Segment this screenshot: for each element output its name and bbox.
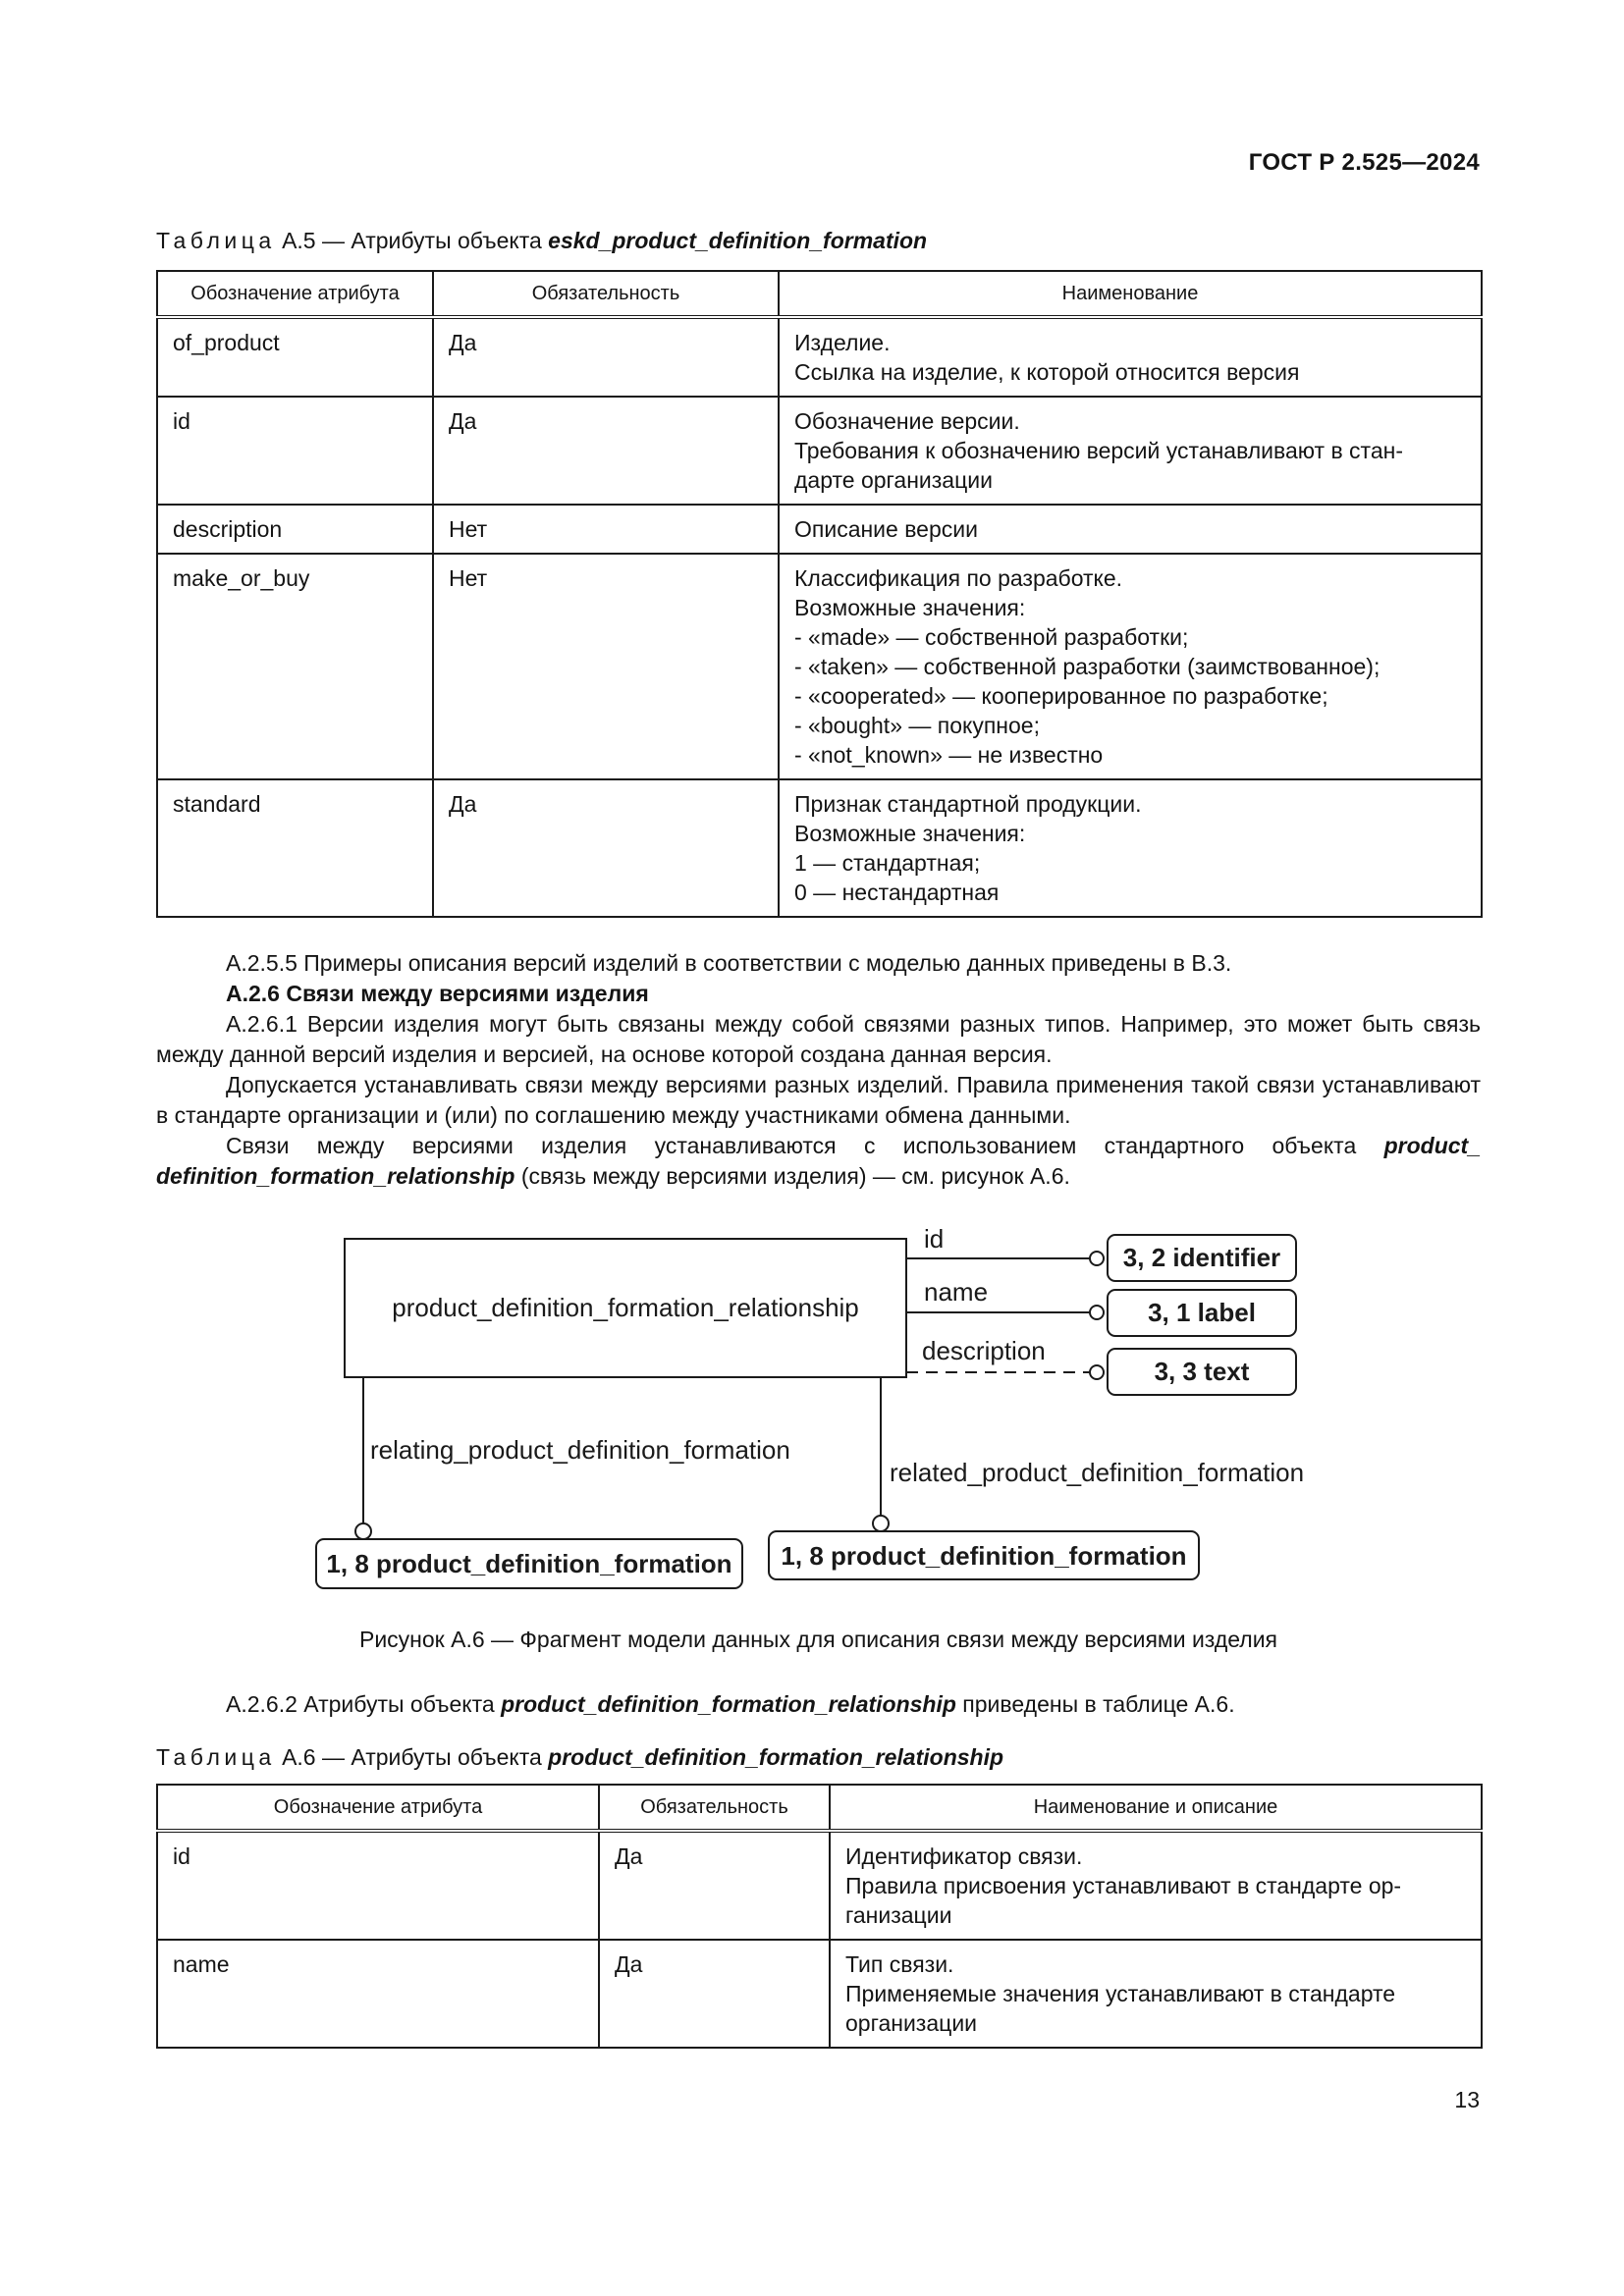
desc-line: ганизации: [845, 1902, 952, 1928]
relation-label-related: related_product_definition_formation: [890, 1458, 1305, 1487]
desc-line: организации: [845, 2010, 978, 2036]
table-header-row: [157, 1785, 1482, 1831]
paragraph-text: (связь между версиями изделия) — см. рисунок А.6.: [514, 1163, 1070, 1189]
req-cell: Да: [599, 1831, 830, 1940]
table-a5-number: А.5 — Атрибуты объекта: [275, 228, 549, 253]
column-header: Обязательность: [599, 1785, 830, 1831]
section-heading-text: А.2.6 Связи между версиями изделия: [226, 981, 649, 1006]
desc-line: дарте организации: [794, 467, 993, 493]
desc-cell: [830, 1940, 1482, 2048]
desc-line: Возможные значения:: [794, 595, 1026, 620]
entity-label: product_definition_formation_relationship: [392, 1293, 859, 1322]
page-number: 13: [1454, 2087, 1480, 2112]
desc-line: Признак стандартной продукции.: [794, 791, 1142, 817]
paragraph-a255: А.2.5.5 Примеры описания версий изделий в соответствии с моделью данных приведены в В.3.: [226, 950, 1232, 976]
optional-circle-icon: [355, 1523, 371, 1539]
type-label-text: 3, 3 text: [1154, 1357, 1250, 1386]
desc-line: Тип связи.: [845, 1951, 954, 1977]
table-row: [157, 1940, 1482, 2048]
column-header: Наименование: [779, 271, 1482, 317]
desc-line: Идентификатор связи.: [845, 1843, 1083, 1869]
desc-line: - «not_known» — не известно: [794, 742, 1104, 768]
column-header: Обозначение атрибута: [157, 271, 433, 317]
table-a6-object: product_definition_formation_relationship: [548, 1744, 1004, 1770]
optional-circle-icon: [1090, 1306, 1104, 1319]
figure-caption: Рисунок А.6 — Фрагмент модели данных для описания связи между версиями изделия: [358, 1627, 1278, 1652]
object-name: product_definition_formation_relationship: [501, 1691, 956, 1717]
attr-cell: of_product: [157, 317, 433, 397]
desc-line: 0 — нестандартная: [794, 880, 1000, 905]
relation-label-relating: relating_product_definition_formation: [370, 1435, 790, 1465]
desc-line: - «bought» — покупное;: [794, 713, 1040, 738]
attribute-label-id: id: [924, 1224, 945, 1254]
attr-cell: id: [157, 397, 433, 505]
desc-line: Применяемые значения устанавливают в стандарте: [845, 1981, 1396, 2006]
req-cell: Да: [433, 317, 779, 397]
desc-line: 1 — стандартная;: [794, 850, 981, 876]
desc-line: Требования к обозначению версий устанавливают в стан-: [794, 438, 1403, 463]
desc-line: Правила присвоения устанавливают в стандарте ор-: [845, 1873, 1402, 1898]
paragraph-text: Связи между версиями изделия устанавливаются с использованием стандартного объекта: [226, 1133, 1384, 1158]
desc-line: Обозначение версии.: [794, 408, 1020, 434]
desc-line: Изделие.: [794, 330, 891, 355]
table-word: Таблица: [156, 228, 276, 253]
table-word: Таблица: [156, 1744, 276, 1770]
attr-cell: description: [157, 505, 433, 554]
table-a5-object: eskd_product_definition_formation: [548, 228, 928, 253]
req-cell: Нет: [433, 505, 779, 554]
desc-line: - «made» — собственной разработки;: [794, 624, 1189, 650]
desc-line: - «cooperated» — кооперированное по разработке;: [794, 683, 1328, 709]
desc-line: Ссылка на изделие, к которой относится версия: [794, 359, 1300, 385]
req-cell: Да: [599, 1940, 830, 2048]
paragraph-a261: А.2.6.1 Версии изделия могут быть связаны между собой связями разных типов. Например, это может быть связь между данной версий изделия и версией, на основе которой создана данная версия.: [156, 1011, 1481, 1067]
column-header: Наименование и описание: [830, 1785, 1482, 1831]
attribute-label-name: name: [924, 1277, 989, 1307]
desc-line: Описание версии: [794, 516, 978, 542]
paragraph-permission: Допускается устанавливать связи между версиями разных изделий. Правила применения такой связи устанавливают в стандарте организации и (или) по соглашению между участниками обмена данными.: [156, 1072, 1481, 1128]
paragraph-a262: [156, 1689, 1481, 1720]
column-header: Обязательность: [433, 271, 779, 317]
desc-cell: [830, 1831, 1482, 1940]
attribute-label-description: description: [922, 1336, 1046, 1365]
req-cell: Да: [433, 397, 779, 505]
desc-line: Классификация по разработке.: [794, 565, 1123, 591]
type-label-label: 3, 1 label: [1148, 1298, 1256, 1327]
req-cell: Нет: [433, 554, 779, 779]
column-header: Обозначение атрибута: [157, 1785, 599, 1831]
object-name: product_ definition_formation_relationship: [156, 1133, 1481, 1189]
table-row: [157, 1831, 1482, 1940]
desc-line: Возможные значения:: [794, 821, 1026, 846]
type-label-identifier: 3, 2 identifier: [1122, 1243, 1281, 1272]
optional-circle-icon: [1090, 1365, 1104, 1379]
target-label-related: 1, 8 product_definition_formation: [781, 1541, 1187, 1571]
table-a6-number: А.6 — Атрибуты объекта: [275, 1744, 549, 1770]
standard-designation: ГОСТ Р 2.525—2024: [1248, 149, 1480, 176]
desc-line: - «taken» — собственной разработки (заимствованное);: [794, 654, 1380, 679]
target-label-relating: 1, 8 product_definition_formation: [326, 1549, 732, 1578]
optional-circle-icon: [1090, 1252, 1104, 1265]
attr-cell: id: [157, 1831, 599, 1940]
table-a6: [156, 1784, 1483, 2049]
paragraph-text: приведены в таблице А.6.: [955, 1691, 1235, 1717]
table-a6-caption: [156, 1744, 1003, 1771]
req-cell: Да: [433, 779, 779, 917]
optional-circle-icon: [873, 1516, 889, 1531]
attr-cell: standard: [157, 779, 433, 917]
attr-cell: make_or_buy: [157, 554, 433, 779]
paragraph-text: А.2.6.2 Атрибуты объекта: [226, 1691, 502, 1717]
attr-cell: name: [157, 1940, 599, 2048]
